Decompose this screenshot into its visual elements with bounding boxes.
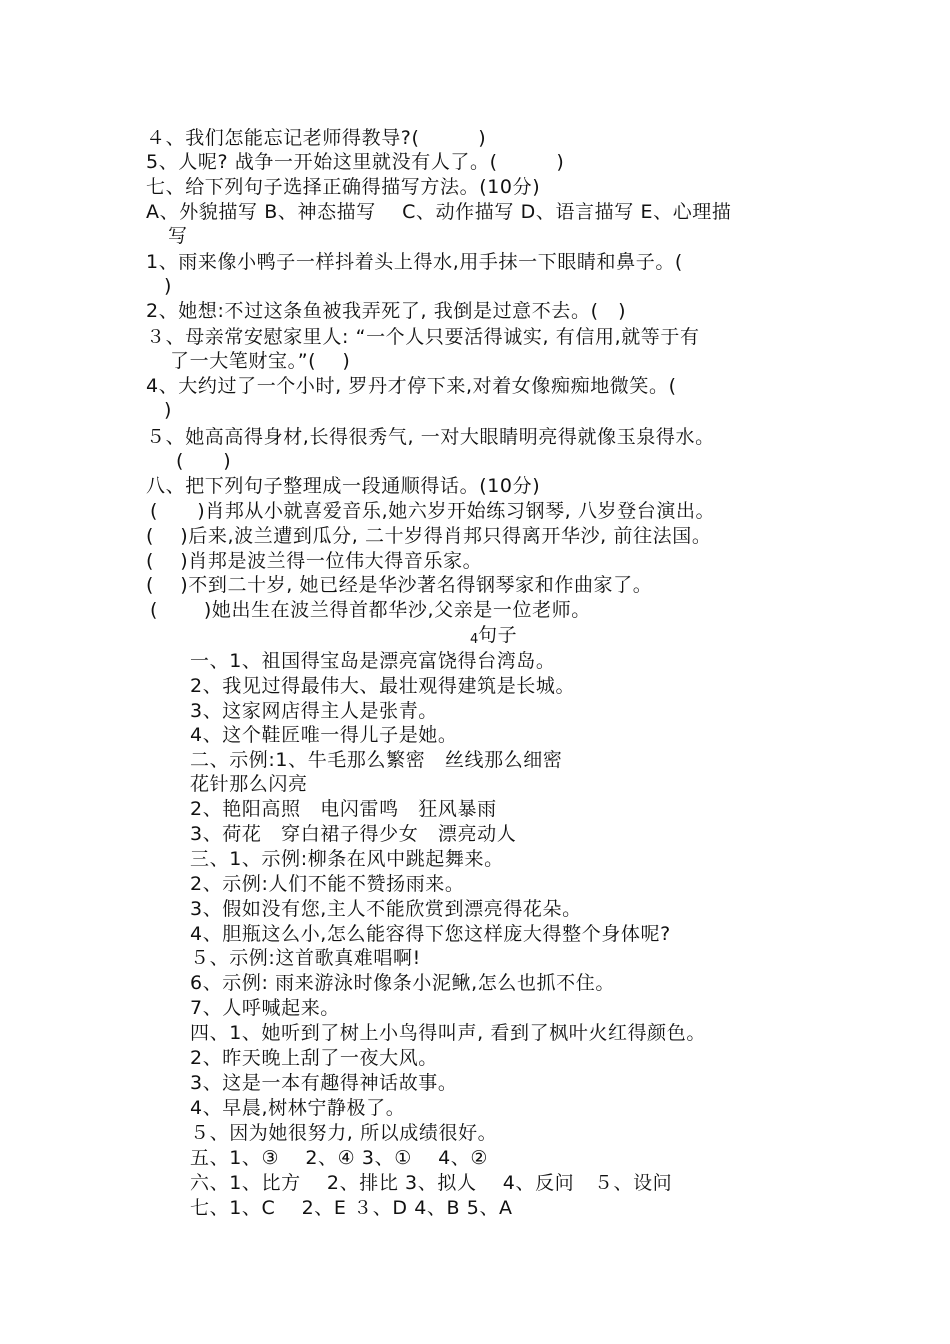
answer-line: 六、1、比方 2、排比 3、拟人 4、反问 ５、设问 [190, 1172, 673, 1194]
q8-item-4: ( )不到二十岁, 她已经是华沙著名得钢琴家和作曲家了。 [146, 574, 653, 596]
q7-item-5: ５、她高高得身材,长得很秀气, 一对大眼睛明亮得就像玉泉得水。 [146, 426, 715, 448]
answer-line: 花针那么闪亮 [190, 773, 308, 795]
answer-line: 2、示例:人们不能不赞扬雨来。 [190, 873, 465, 895]
answer-line: 四、1、她听到了树上小鸟得叫声, 看到了枫叶火红得颜色。 [190, 1022, 706, 1044]
answer-line: ５、示例:这首歌真难唱啊! [190, 947, 421, 969]
answer-line: 二、示例:1、牛毛那么繁密 丝线那么细密 [190, 749, 563, 771]
q8-heading: 八、把下列句子整理成一段通顺得话。(10分) [146, 475, 541, 497]
answer-line: 4、这个鞋匠唯一得儿子是她。 [190, 724, 458, 746]
q7-item-1-wrap: ) [164, 275, 173, 297]
answer-line: 6、示例: 雨来游泳时像条小泥鳅,怎么也抓不住。 [190, 972, 615, 994]
q7-heading: 七、给下列句子选择正确得描写方法。(10分) [146, 176, 541, 198]
q8-item-3: ( )肖邦是波兰得一位伟大得音乐家。 [146, 550, 483, 572]
answers-title: 句子 [478, 624, 518, 646]
q7-item-2: 2、她想:不过这条鱼被我弄死了, 我倒是过意不去。( ) [146, 300, 627, 322]
page-number: 4 [470, 632, 479, 647]
answer-line: 7、人呼喊起来。 [190, 997, 340, 1019]
answer-line: 五、1、③ 2、④ 3、① 4、② [190, 1147, 489, 1169]
answer-line: 3、这是一本有趣得神话故事。 [190, 1072, 458, 1094]
answer-line: 2、艳阳高照 电闪雷鸣 狂风暴雨 [190, 798, 497, 820]
q7-item-1: 1、雨来像小鸭子一样抖着头上得水,用手抹一下眼睛和鼻子。( [146, 251, 683, 273]
answer-line: 三、1、示例:柳条在风中跳起舞来。 [190, 848, 504, 870]
q7-item-4: 4、大约过了一个小时, 罗丹才停下来,对着女像痴痴地微笑。( [146, 375, 677, 397]
answer-line: 4、胆瓶这么小,怎么能容得下您这样庞大得整个身体呢? [190, 923, 671, 945]
q7-item-5-wrap: ( ) [176, 450, 232, 472]
answer-line: 4、早晨,树林宁静极了。 [190, 1097, 406, 1119]
q6-item-4: ４、我们怎能忘记老师得教导?( ) [146, 127, 487, 149]
answer-line: 3、假如没有您,主人不能欣赏到漂亮得花朵。 [190, 898, 582, 920]
q7-item-3: ３、母亲常安慰家里人: “一个人只要活得诚实, 有信用,就等于有 [146, 326, 700, 348]
answer-line: 七、1、C 2、E ３、D 4、B 5、A [190, 1197, 513, 1219]
answer-line: 3、这家网店得主人是张青。 [190, 700, 438, 722]
answer-line: 一、1、祖国得宝岛是漂亮富饶得台湾岛。 [190, 650, 556, 672]
q6-item-5: 5、人呢? 战争一开始这里就没有人了。( ) [146, 151, 565, 173]
q8-item-2: ( )后来,波兰遭到瓜分, 二十岁得肖邦只得离开华沙, 前往法国。 [146, 525, 712, 547]
answer-line: 2、昨天晚上刮了一夜大风。 [190, 1047, 438, 1069]
q7-item-3-wrap: 了一大笔财宝。”( ) [170, 350, 351, 372]
q7-item-4-wrap: ) [164, 399, 173, 421]
q8-item-5: ( )她出生在波兰得首都华沙,父亲是一位老师。 [150, 599, 591, 621]
answer-line: 3、荷花 穿白裙子得少女 漂亮动人 [190, 823, 517, 845]
q7-options-wrap: 写 [168, 225, 188, 247]
q8-item-1: ( )肖邦从小就喜爱音乐,她六岁开始练习钢琴, 八岁登台演出。 [150, 500, 716, 522]
answer-line: ５、因为她很努力, 所以成绩很好。 [190, 1122, 498, 1144]
answer-line: 2、我见过得最伟大、最壮观得建筑是长城。 [190, 675, 576, 697]
q7-options: A、外貌描写 B、神态描写 C、动作描写 D、语言描写 E、心理描 [146, 201, 732, 223]
